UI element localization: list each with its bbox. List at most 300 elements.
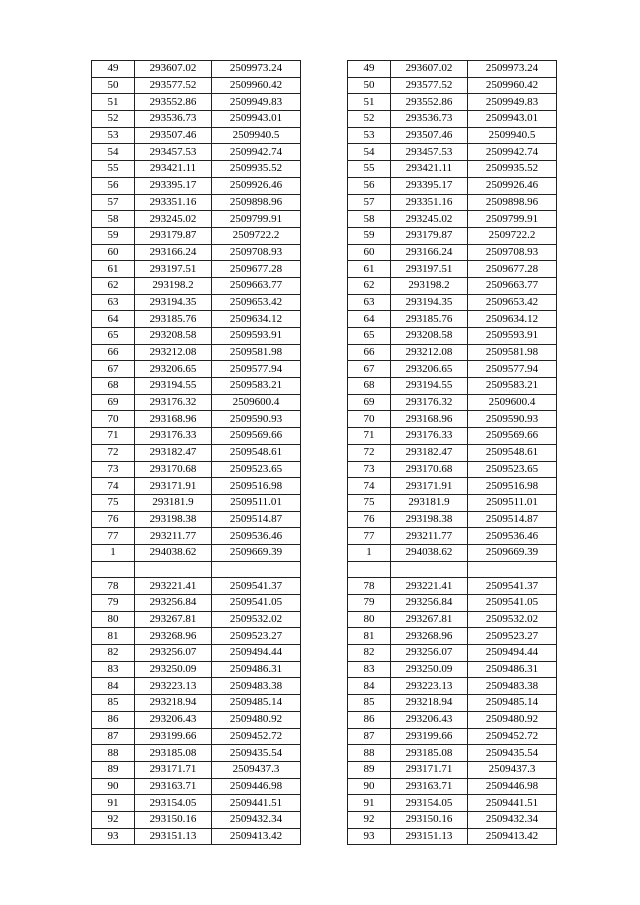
y-coordinate-cell: 2509973.24 bbox=[212, 61, 301, 78]
x-coordinate-cell: 293199.66 bbox=[391, 728, 468, 745]
table-row bbox=[348, 494, 557, 511]
y-coordinate-cell: 2509949.83 bbox=[468, 94, 557, 111]
y-coordinate-cell: 2509583.21 bbox=[468, 378, 557, 395]
x-coordinate-cell: 293179.87 bbox=[391, 227, 468, 244]
y-coordinate-cell: 2509799.91 bbox=[468, 211, 557, 228]
point-number-cell: 75 bbox=[92, 494, 135, 511]
point-number-cell: 86 bbox=[348, 711, 391, 728]
point-number-cell: 90 bbox=[92, 778, 135, 795]
point-number-cell: 69 bbox=[92, 394, 135, 411]
y-coordinate-cell: 2509432.34 bbox=[468, 811, 557, 828]
table-row bbox=[348, 61, 557, 78]
point-number-cell: 66 bbox=[92, 344, 135, 361]
x-coordinate-cell: 293536.73 bbox=[391, 111, 468, 128]
x-coordinate-cell: 293607.02 bbox=[391, 61, 468, 78]
point-number-cell: 55 bbox=[92, 161, 135, 178]
y-coordinate-cell: 2509441.51 bbox=[468, 795, 557, 812]
point-number-cell bbox=[92, 561, 135, 578]
x-coordinate-cell: 293395.17 bbox=[391, 177, 468, 194]
y-coordinate-cell: 2509483.38 bbox=[468, 678, 557, 695]
y-coordinate-cell: 2509532.02 bbox=[468, 611, 557, 628]
point-number-cell: 66 bbox=[348, 344, 391, 361]
coordinate-table-body bbox=[92, 61, 301, 845]
point-number-cell: 77 bbox=[348, 528, 391, 545]
y-coordinate-cell: 2509634.12 bbox=[212, 311, 301, 328]
x-coordinate-cell: 293267.81 bbox=[391, 611, 468, 628]
x-coordinate-cell: 293212.08 bbox=[391, 344, 468, 361]
point-number-cell: 73 bbox=[92, 461, 135, 478]
point-number-cell: 55 bbox=[348, 161, 391, 178]
x-coordinate-cell: 293245.02 bbox=[391, 211, 468, 228]
table-row bbox=[348, 745, 557, 762]
table-row bbox=[92, 795, 301, 812]
point-number-cell: 51 bbox=[348, 94, 391, 111]
point-number-cell: 70 bbox=[92, 411, 135, 428]
y-coordinate-cell: 2509935.52 bbox=[212, 161, 301, 178]
table-row bbox=[92, 678, 301, 695]
y-coordinate-cell: 2509898.96 bbox=[468, 194, 557, 211]
table-row bbox=[92, 745, 301, 762]
table-row bbox=[348, 628, 557, 645]
y-coordinate-cell: 2509593.91 bbox=[212, 328, 301, 345]
x-coordinate-cell: 293256.84 bbox=[135, 595, 212, 612]
y-coordinate-cell: 2509949.83 bbox=[212, 94, 301, 111]
y-coordinate-cell: 2509581.98 bbox=[468, 344, 557, 361]
y-coordinate-cell: 2509653.42 bbox=[212, 294, 301, 311]
table-row bbox=[92, 528, 301, 545]
y-coordinate-cell: 2509494.44 bbox=[468, 645, 557, 662]
x-coordinate-cell: 293198.2 bbox=[391, 277, 468, 294]
point-number-cell: 92 bbox=[92, 811, 135, 828]
x-coordinate-cell: 293194.35 bbox=[135, 294, 212, 311]
x-coordinate-cell: 293168.96 bbox=[391, 411, 468, 428]
point-number-cell: 57 bbox=[348, 194, 391, 211]
x-coordinate-cell: 293181.9 bbox=[135, 494, 212, 511]
x-coordinate-cell: 293170.68 bbox=[391, 461, 468, 478]
y-coordinate-cell: 2509523.65 bbox=[212, 461, 301, 478]
x-coordinate-cell: 293163.71 bbox=[391, 778, 468, 795]
table-row bbox=[92, 645, 301, 662]
y-coordinate-cell: 2509486.31 bbox=[212, 661, 301, 678]
x-coordinate-cell: 293208.58 bbox=[135, 328, 212, 345]
table-row bbox=[92, 94, 301, 111]
point-number-cell: 84 bbox=[92, 678, 135, 695]
table-row bbox=[92, 294, 301, 311]
y-coordinate-cell: 2509943.01 bbox=[468, 111, 557, 128]
point-number-cell: 76 bbox=[348, 511, 391, 528]
point-number-cell: 62 bbox=[348, 277, 391, 294]
point-number-cell: 52 bbox=[348, 111, 391, 128]
point-number-cell: 92 bbox=[348, 811, 391, 828]
point-number-cell: 56 bbox=[92, 177, 135, 194]
y-coordinate-cell: 2509541.05 bbox=[468, 595, 557, 612]
y-coordinate-cell: 2509940.5 bbox=[212, 127, 301, 144]
table-row bbox=[92, 461, 301, 478]
y-coordinate-cell: 2509926.46 bbox=[212, 177, 301, 194]
x-coordinate-cell: 293185.08 bbox=[135, 745, 212, 762]
point-number-cell: 79 bbox=[92, 595, 135, 612]
table-row bbox=[348, 77, 557, 94]
y-coordinate-cell: 2509536.46 bbox=[212, 528, 301, 545]
y-coordinate-cell bbox=[468, 561, 557, 578]
y-coordinate-cell: 2509536.46 bbox=[468, 528, 557, 545]
point-number-cell: 72 bbox=[92, 444, 135, 461]
x-coordinate-cell: 293179.87 bbox=[135, 227, 212, 244]
table-row bbox=[348, 111, 557, 128]
x-coordinate-cell: 293176.33 bbox=[135, 428, 212, 445]
y-coordinate-cell: 2509943.01 bbox=[212, 111, 301, 128]
point-number-cell: 64 bbox=[92, 311, 135, 328]
y-coordinate-cell: 2509483.38 bbox=[212, 678, 301, 695]
point-number-cell: 93 bbox=[348, 828, 391, 845]
table-row bbox=[348, 244, 557, 261]
x-coordinate-cell: 293166.24 bbox=[135, 244, 212, 261]
y-coordinate-cell: 2509634.12 bbox=[468, 311, 557, 328]
table-row bbox=[92, 428, 301, 445]
x-coordinate-cell: 293536.73 bbox=[135, 111, 212, 128]
point-number-cell: 67 bbox=[92, 361, 135, 378]
x-coordinate-cell: 293223.13 bbox=[391, 678, 468, 695]
x-coordinate-cell: 293457.53 bbox=[391, 144, 468, 161]
x-coordinate-cell: 293577.52 bbox=[391, 77, 468, 94]
table-row bbox=[92, 161, 301, 178]
x-coordinate-cell: 294038.62 bbox=[391, 544, 468, 561]
point-number-cell: 79 bbox=[348, 595, 391, 612]
x-coordinate-cell: 293208.58 bbox=[391, 328, 468, 345]
x-coordinate-cell: 293212.08 bbox=[135, 344, 212, 361]
table-row bbox=[92, 277, 301, 294]
point-number-cell: 61 bbox=[348, 261, 391, 278]
table-row bbox=[348, 344, 557, 361]
x-coordinate-cell: 293151.13 bbox=[135, 828, 212, 845]
y-coordinate-cell: 2509653.42 bbox=[468, 294, 557, 311]
table-row bbox=[92, 444, 301, 461]
table-row bbox=[348, 144, 557, 161]
point-number-cell: 89 bbox=[92, 761, 135, 778]
table-row bbox=[348, 528, 557, 545]
x-coordinate-cell: 293267.81 bbox=[135, 611, 212, 628]
y-coordinate-cell: 2509437.3 bbox=[468, 761, 557, 778]
point-number-cell: 77 bbox=[92, 528, 135, 545]
x-coordinate-cell: 293206.43 bbox=[391, 711, 468, 728]
point-number-cell: 75 bbox=[348, 494, 391, 511]
x-coordinate-cell bbox=[135, 561, 212, 578]
y-coordinate-cell: 2509523.27 bbox=[468, 628, 557, 645]
point-number-cell: 53 bbox=[348, 127, 391, 144]
y-coordinate-cell: 2509600.4 bbox=[212, 394, 301, 411]
y-coordinate-cell: 2509413.42 bbox=[468, 828, 557, 845]
x-coordinate-cell: 293268.96 bbox=[391, 628, 468, 645]
point-number-cell: 61 bbox=[92, 261, 135, 278]
table-row bbox=[348, 277, 557, 294]
x-coordinate-cell: 293194.55 bbox=[391, 378, 468, 395]
table-row bbox=[92, 378, 301, 395]
point-number-cell: 90 bbox=[348, 778, 391, 795]
point-number-cell: 83 bbox=[348, 661, 391, 678]
point-number-cell: 52 bbox=[92, 111, 135, 128]
x-coordinate-cell: 293268.96 bbox=[135, 628, 212, 645]
table-row bbox=[92, 595, 301, 612]
point-number-cell: 59 bbox=[348, 227, 391, 244]
table-row bbox=[92, 511, 301, 528]
y-coordinate-cell: 2509523.65 bbox=[468, 461, 557, 478]
table-row bbox=[348, 661, 557, 678]
y-coordinate-cell: 2509942.74 bbox=[468, 144, 557, 161]
table-row bbox=[348, 328, 557, 345]
y-coordinate-cell: 2509541.37 bbox=[212, 578, 301, 595]
y-coordinate-cell: 2509569.66 bbox=[212, 428, 301, 445]
table-row bbox=[348, 444, 557, 461]
y-coordinate-cell: 2509511.01 bbox=[212, 494, 301, 511]
y-coordinate-cell: 2509516.98 bbox=[212, 478, 301, 495]
table-row bbox=[92, 728, 301, 745]
y-coordinate-cell: 2509541.37 bbox=[468, 578, 557, 595]
table-row bbox=[92, 761, 301, 778]
table-row bbox=[92, 578, 301, 595]
x-coordinate-cell: 293150.16 bbox=[135, 811, 212, 828]
table-row bbox=[92, 261, 301, 278]
table-row bbox=[92, 144, 301, 161]
table-row bbox=[348, 611, 557, 628]
point-number-cell: 60 bbox=[92, 244, 135, 261]
y-coordinate-cell: 2509669.39 bbox=[468, 544, 557, 561]
x-coordinate-cell: 293182.47 bbox=[135, 444, 212, 461]
y-coordinate-cell: 2509494.44 bbox=[212, 645, 301, 662]
x-coordinate-cell: 293607.02 bbox=[135, 61, 212, 78]
x-coordinate-cell: 293507.46 bbox=[391, 127, 468, 144]
point-number-cell: 1 bbox=[92, 544, 135, 561]
table-row bbox=[92, 328, 301, 345]
table-row bbox=[92, 194, 301, 211]
x-coordinate-cell: 293176.32 bbox=[391, 394, 468, 411]
x-coordinate-cell: 293166.24 bbox=[391, 244, 468, 261]
table-row bbox=[92, 177, 301, 194]
point-number-cell: 67 bbox=[348, 361, 391, 378]
point-number-cell: 91 bbox=[92, 795, 135, 812]
point-number-cell: 73 bbox=[348, 461, 391, 478]
table-row bbox=[92, 61, 301, 78]
x-coordinate-cell: 293206.43 bbox=[135, 711, 212, 728]
x-coordinate-cell: 293421.11 bbox=[135, 161, 212, 178]
point-number-cell: 68 bbox=[348, 378, 391, 395]
x-coordinate-cell: 293256.07 bbox=[391, 645, 468, 662]
table-row bbox=[348, 811, 557, 828]
y-coordinate-cell: 2509437.3 bbox=[212, 761, 301, 778]
point-number-cell: 81 bbox=[92, 628, 135, 645]
table-row bbox=[348, 478, 557, 495]
table-row bbox=[92, 561, 301, 578]
y-coordinate-cell: 2509935.52 bbox=[468, 161, 557, 178]
y-coordinate-cell: 2509663.77 bbox=[212, 277, 301, 294]
table-row bbox=[92, 478, 301, 495]
table-row bbox=[348, 828, 557, 845]
x-coordinate-cell: 293250.09 bbox=[135, 661, 212, 678]
point-number-cell: 88 bbox=[348, 745, 391, 762]
x-coordinate-cell: 294038.62 bbox=[135, 544, 212, 561]
point-number-cell: 54 bbox=[92, 144, 135, 161]
y-coordinate-cell: 2509435.54 bbox=[212, 745, 301, 762]
point-number-cell: 83 bbox=[92, 661, 135, 678]
table-row bbox=[348, 778, 557, 795]
point-number-cell: 51 bbox=[92, 94, 135, 111]
point-number-cell: 89 bbox=[348, 761, 391, 778]
point-number-cell: 72 bbox=[348, 444, 391, 461]
point-number-cell: 87 bbox=[348, 728, 391, 745]
point-number-cell: 93 bbox=[92, 828, 135, 845]
y-coordinate-cell: 2509413.42 bbox=[212, 828, 301, 845]
y-coordinate-cell: 2509446.98 bbox=[212, 778, 301, 795]
x-coordinate-cell: 293197.51 bbox=[135, 261, 212, 278]
point-number-cell: 85 bbox=[92, 695, 135, 712]
table-row bbox=[348, 761, 557, 778]
table-row bbox=[92, 661, 301, 678]
y-coordinate-cell: 2509541.05 bbox=[212, 595, 301, 612]
y-coordinate-cell: 2509590.93 bbox=[212, 411, 301, 428]
point-number-cell: 81 bbox=[348, 628, 391, 645]
x-coordinate-cell: 293197.51 bbox=[391, 261, 468, 278]
x-coordinate-cell: 293182.47 bbox=[391, 444, 468, 461]
x-coordinate-cell: 293171.91 bbox=[135, 478, 212, 495]
table-row bbox=[92, 311, 301, 328]
y-coordinate-cell: 2509581.98 bbox=[212, 344, 301, 361]
x-coordinate-cell: 293211.77 bbox=[135, 528, 212, 545]
coordinate-table-left bbox=[91, 60, 301, 845]
y-coordinate-cell: 2509663.77 bbox=[468, 277, 557, 294]
point-number-cell: 50 bbox=[92, 77, 135, 94]
y-coordinate-cell: 2509485.14 bbox=[212, 695, 301, 712]
y-coordinate-cell: 2509926.46 bbox=[468, 177, 557, 194]
y-coordinate-cell: 2509898.96 bbox=[212, 194, 301, 211]
table-row bbox=[348, 127, 557, 144]
point-number-cell: 59 bbox=[92, 227, 135, 244]
table-row bbox=[348, 428, 557, 445]
point-number-cell: 63 bbox=[92, 294, 135, 311]
point-number-cell: 49 bbox=[348, 61, 391, 78]
y-coordinate-cell: 2509485.14 bbox=[468, 695, 557, 712]
x-coordinate-cell: 293351.16 bbox=[391, 194, 468, 211]
point-number-cell: 58 bbox=[348, 211, 391, 228]
table-row bbox=[92, 361, 301, 378]
x-coordinate-cell: 293221.41 bbox=[391, 578, 468, 595]
table-row bbox=[348, 261, 557, 278]
point-number-cell: 54 bbox=[348, 144, 391, 161]
y-coordinate-cell: 2509669.39 bbox=[212, 544, 301, 561]
point-number-cell: 88 bbox=[92, 745, 135, 762]
point-number-cell: 60 bbox=[348, 244, 391, 261]
table-row bbox=[348, 211, 557, 228]
x-coordinate-cell: 293351.16 bbox=[135, 194, 212, 211]
coordinate-table-right bbox=[347, 60, 557, 845]
point-number-cell: 80 bbox=[348, 611, 391, 628]
table-row bbox=[92, 244, 301, 261]
table-row bbox=[92, 544, 301, 561]
table-row bbox=[92, 778, 301, 795]
point-number-cell: 78 bbox=[348, 578, 391, 595]
table-row bbox=[348, 361, 557, 378]
x-coordinate-cell: 293245.02 bbox=[135, 211, 212, 228]
table-row bbox=[92, 111, 301, 128]
point-number-cell: 1 bbox=[348, 544, 391, 561]
table-row bbox=[348, 728, 557, 745]
table-row bbox=[348, 711, 557, 728]
x-coordinate-cell: 293185.08 bbox=[391, 745, 468, 762]
y-coordinate-cell: 2509583.21 bbox=[212, 378, 301, 395]
y-coordinate-cell: 2509480.92 bbox=[468, 711, 557, 728]
point-number-cell: 78 bbox=[92, 578, 135, 595]
table-row bbox=[348, 161, 557, 178]
y-coordinate-cell: 2509677.28 bbox=[468, 261, 557, 278]
y-coordinate-cell: 2509480.92 bbox=[212, 711, 301, 728]
table-row bbox=[348, 544, 557, 561]
table-row bbox=[92, 628, 301, 645]
point-number-cell: 87 bbox=[92, 728, 135, 745]
y-coordinate-cell: 2509940.5 bbox=[468, 127, 557, 144]
point-number-cell: 68 bbox=[92, 378, 135, 395]
y-coordinate-cell: 2509590.93 bbox=[468, 411, 557, 428]
x-coordinate-cell: 293185.76 bbox=[135, 311, 212, 328]
point-number-cell: 80 bbox=[92, 611, 135, 628]
x-coordinate-cell: 293206.65 bbox=[391, 361, 468, 378]
table-row bbox=[92, 394, 301, 411]
table-row bbox=[92, 127, 301, 144]
y-coordinate-cell: 2509432.34 bbox=[212, 811, 301, 828]
point-number-cell: 53 bbox=[92, 127, 135, 144]
table-row bbox=[348, 578, 557, 595]
x-coordinate-cell: 293256.84 bbox=[391, 595, 468, 612]
table-row bbox=[348, 294, 557, 311]
y-coordinate-cell: 2509486.31 bbox=[468, 661, 557, 678]
table-row bbox=[92, 711, 301, 728]
table-row bbox=[92, 695, 301, 712]
table-row bbox=[348, 678, 557, 695]
point-number-cell: 69 bbox=[348, 394, 391, 411]
y-coordinate-cell: 2509722.2 bbox=[468, 227, 557, 244]
x-coordinate-cell: 293185.76 bbox=[391, 311, 468, 328]
y-coordinate-cell: 2509708.93 bbox=[468, 244, 557, 261]
table-row bbox=[92, 227, 301, 244]
y-coordinate-cell: 2509960.42 bbox=[468, 77, 557, 94]
y-coordinate-cell: 2509799.91 bbox=[212, 211, 301, 228]
x-coordinate-cell: 293552.86 bbox=[391, 94, 468, 111]
y-coordinate-cell: 2509514.87 bbox=[468, 511, 557, 528]
point-number-cell: 49 bbox=[92, 61, 135, 78]
table-row bbox=[348, 177, 557, 194]
table-row bbox=[92, 494, 301, 511]
x-coordinate-cell: 293194.55 bbox=[135, 378, 212, 395]
point-number-cell: 62 bbox=[92, 277, 135, 294]
table-row bbox=[92, 611, 301, 628]
x-coordinate-cell: 293181.9 bbox=[391, 494, 468, 511]
table-row bbox=[348, 311, 557, 328]
x-coordinate-cell: 293171.71 bbox=[135, 761, 212, 778]
y-coordinate-cell: 2509548.61 bbox=[212, 444, 301, 461]
table-row bbox=[348, 411, 557, 428]
y-coordinate-cell: 2509532.02 bbox=[212, 611, 301, 628]
x-coordinate-cell: 293198.38 bbox=[135, 511, 212, 528]
x-coordinate-cell: 293206.65 bbox=[135, 361, 212, 378]
y-coordinate-cell: 2509577.94 bbox=[212, 361, 301, 378]
x-coordinate-cell: 293176.32 bbox=[135, 394, 212, 411]
y-coordinate-cell: 2509600.4 bbox=[468, 394, 557, 411]
table-row bbox=[348, 695, 557, 712]
table-row bbox=[348, 795, 557, 812]
x-coordinate-cell: 293218.94 bbox=[391, 695, 468, 712]
y-coordinate-cell: 2509514.87 bbox=[212, 511, 301, 528]
table-row bbox=[92, 77, 301, 94]
y-coordinate-cell: 2509452.72 bbox=[468, 728, 557, 745]
x-coordinate-cell: 293221.41 bbox=[135, 578, 212, 595]
point-number-cell: 82 bbox=[348, 645, 391, 662]
